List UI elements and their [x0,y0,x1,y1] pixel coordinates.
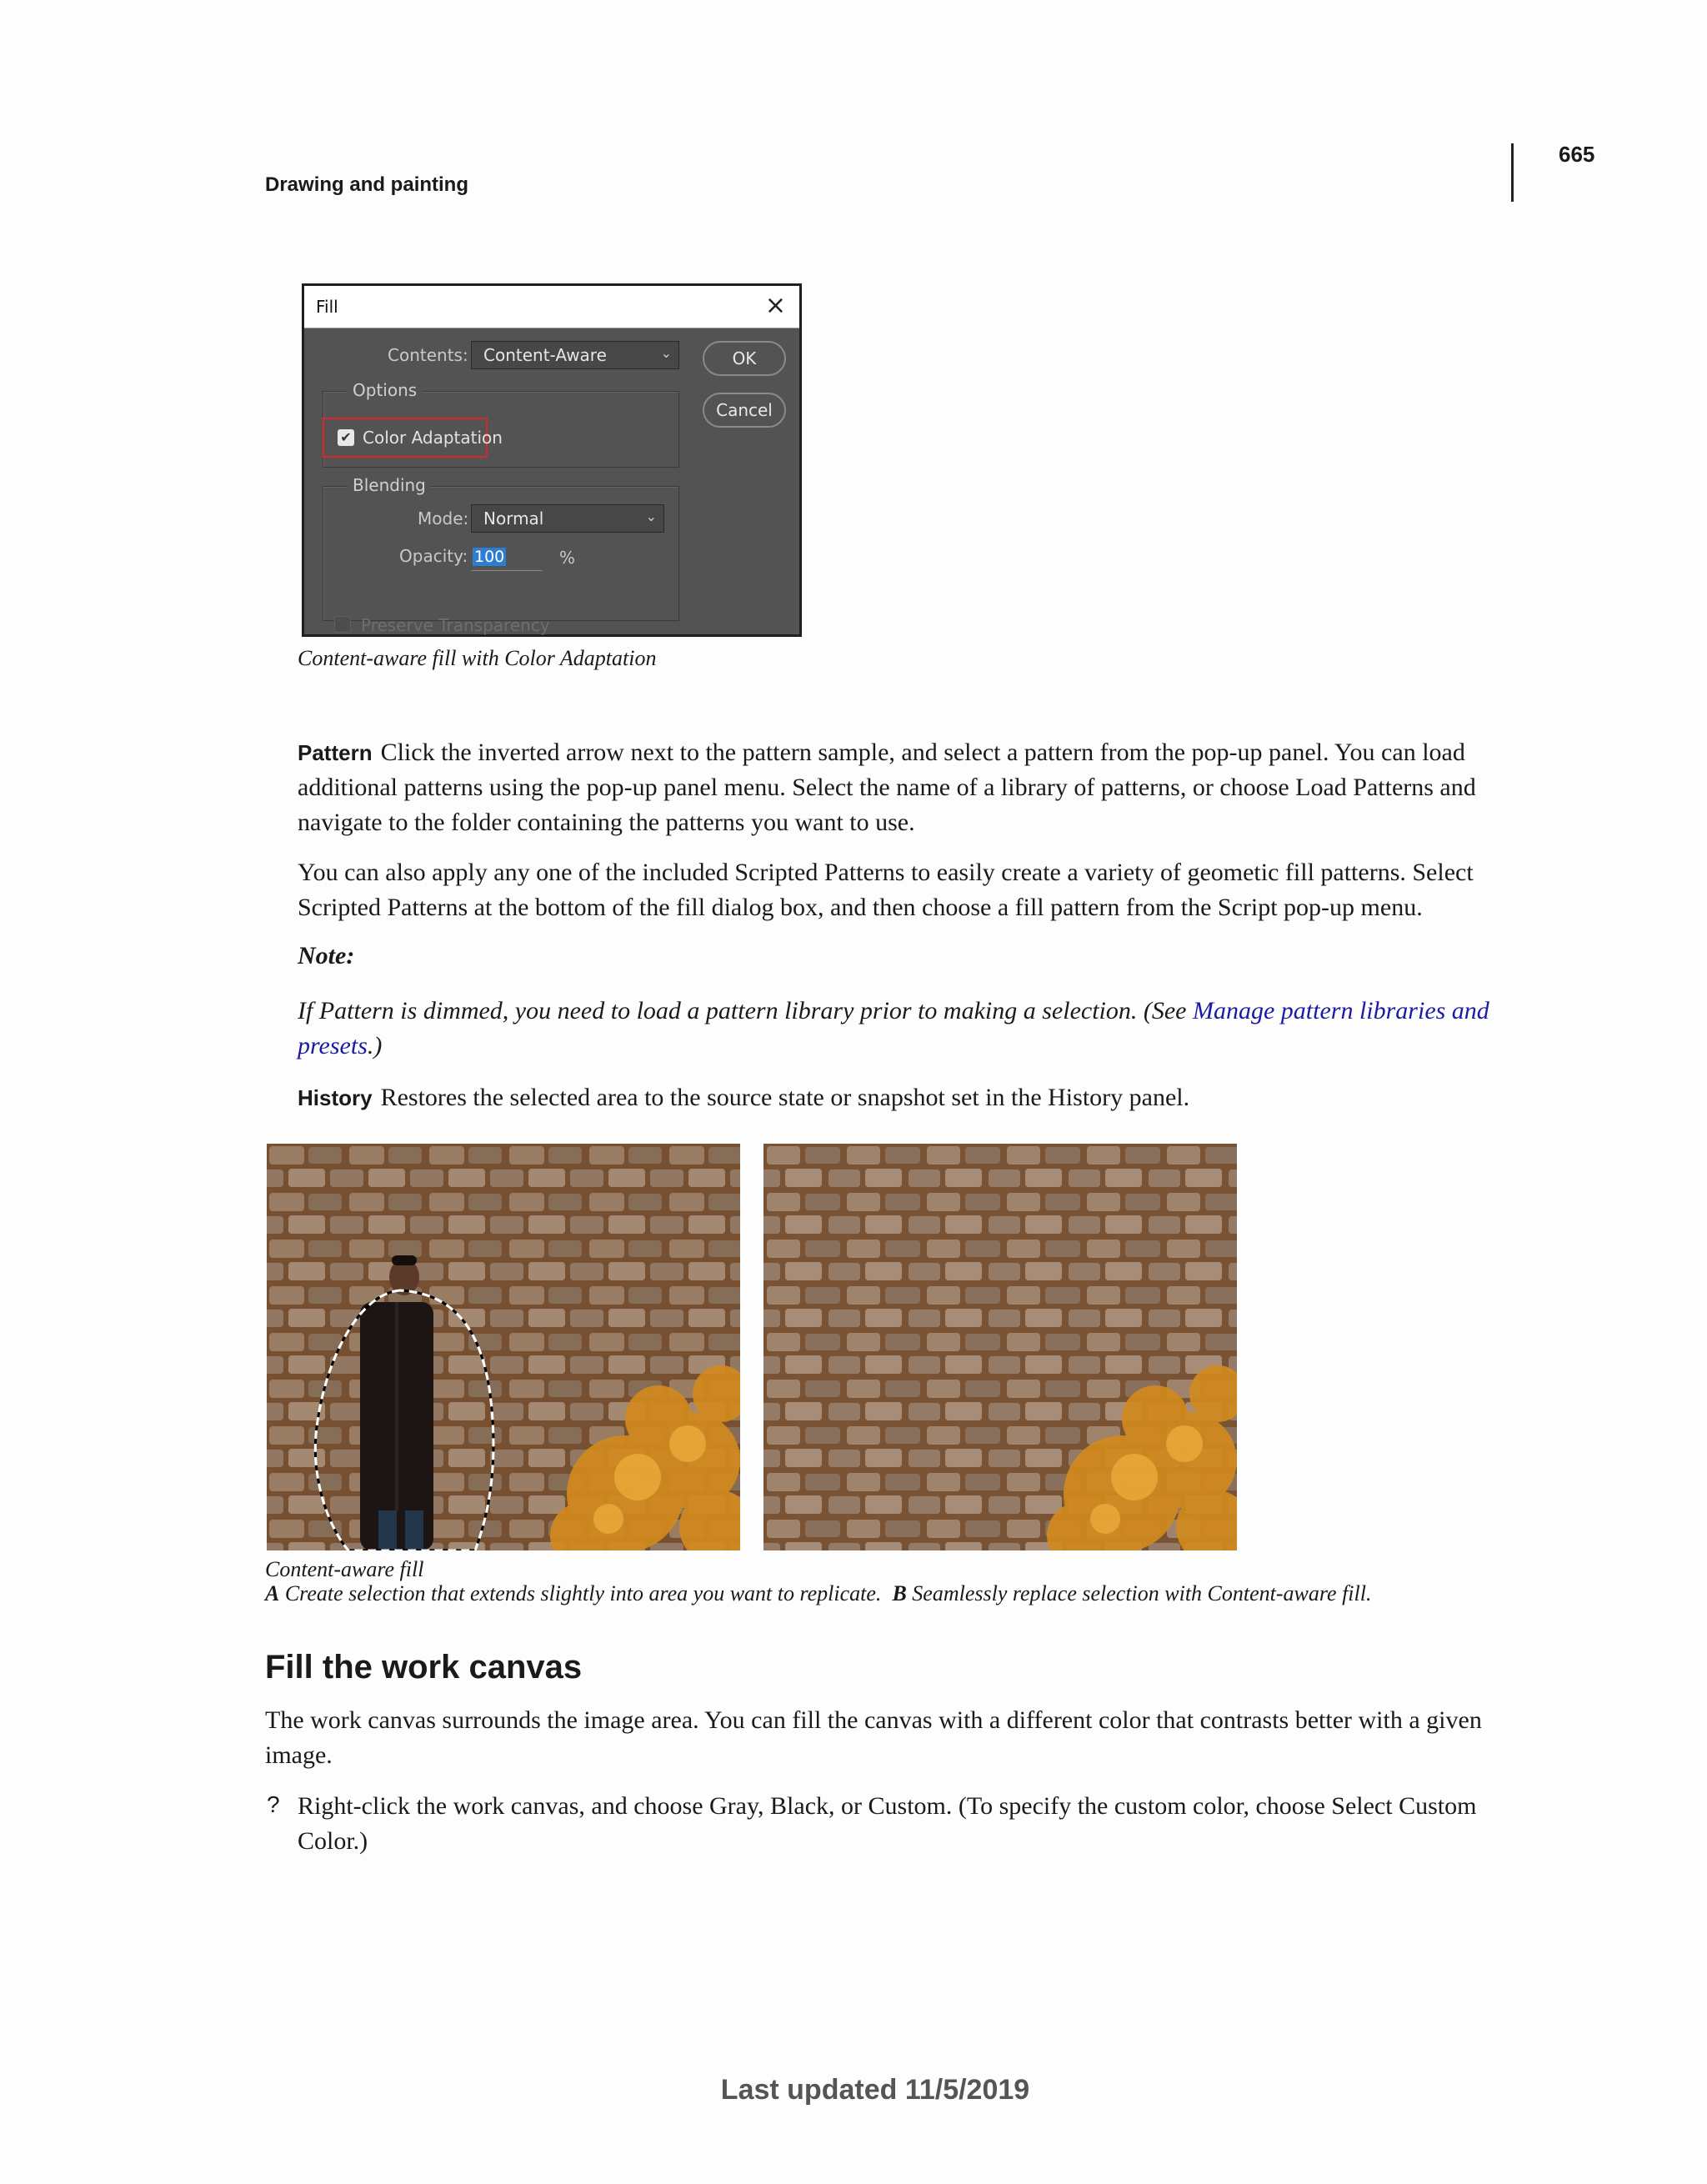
fill-canvas-paragraph: The work canvas surrounds the image area. You can fill the canvas with a different color that contrasts better with a given image. [265,1706,1482,1769]
dialog-title: Fill [316,297,338,317]
contents-label: Contents: [388,345,468,365]
fill-canvas-heading: Fill the work canvas [265,1649,583,1686]
note-text-after: .) [367,1032,383,1059]
dialog-titlebar [304,286,799,328]
preserve-transparency-checkbox[interactable] [334,616,351,633]
figure-caption-2-legend [265,1581,1371,1606]
footer-last-updated: Last updated 11/5/2019 [720,2074,1030,2106]
section-heading: Drawing and painting [265,173,468,196]
note-label: Note: [298,942,355,969]
legend-text-a: Create selection that extends slightly into area you want to replicate. [284,1581,882,1605]
blending-legend: Blending [348,475,431,495]
mode-value: Normal [483,508,544,528]
options-legend: Options [348,380,422,400]
contents-dropdown[interactable] [471,341,679,369]
preserve-transparency-label: Preserve Transparency [361,615,550,635]
pattern-paragraph [298,735,1506,840]
legend-letter-b: B [892,1581,907,1605]
history-term: History [298,1085,373,1110]
history-text: Restores the selected area to the source state or snapshot set in the History panel. [380,1084,1190,1111]
cancel-button[interactable]: Cancel [703,393,786,428]
fill-dialog [302,283,802,637]
step-bullet: ? [267,1791,280,1817]
color-adaptation-label: Color Adaptation [363,428,503,448]
header-rule [1511,143,1514,202]
pattern-text: Click the inverted arrow next to the pattern sample, and select a pattern from the pop-up panel. You can load additional patterns using the pop-up panel menu. Select the name of a library of patterns, or choose Load Patterns and navigate to the folder containing the patterns you want to use. [298,739,1476,836]
opacity-value: 100 [474,548,505,566]
wall-photo-a [267,1144,740,1550]
photo-after-fill [763,1144,1237,1550]
contents-value: Content-Aware [483,345,607,365]
history-paragraph [298,1080,1506,1115]
chevron-down-icon: ⌄ [660,345,672,361]
note-text-before: If Pattern is dimmed, you need to load a pattern library prior to making a selection. (See [298,997,1193,1024]
pattern-libraries-link[interactable]: Manage pattern libraries and presets [298,997,1489,1059]
fill-canvas-step: Right-click the work canvas, and choose Gray, Black, or Custom. (To specify the custom color, choose Select Custom Color.) [298,1792,1477,1855]
page-number: 665 [1559,142,1595,167]
mode-label: Mode: [418,508,469,528]
close-icon[interactable]: × [764,291,786,320]
opacity-input[interactable] [471,546,543,571]
figure-caption: Content-aware fill with Color Adaptation [298,646,657,670]
color-adaptation-checkbox[interactable]: ✔ [338,429,354,446]
scripted-patterns-paragraph: You can also apply any one of the included Scripted Patterns to easily create a variety of geometic fill patterns. Select Scripted Patterns at the bottom of the fill dialog box, and then choose a fill pattern from the Script pop-up menu. [298,859,1474,921]
chevron-down-icon: ⌄ [645,508,657,524]
wall-photo-b [763,1144,1237,1550]
legend-text-b: Seamlessly replace selection with Content-aware fill. [912,1581,1372,1605]
note-text [298,994,1506,1064]
color-adaptation-highlight [323,418,503,458]
opacity-label: Opacity: [399,546,468,566]
ok-button[interactable]: OK [703,341,786,376]
figure-caption-2-title: Content-aware fill [265,1557,424,1581]
photo-before-fill [267,1144,740,1550]
legend-letter-a: A [265,1581,280,1605]
pattern-term: Pattern [298,740,373,765]
mode-dropdown[interactable] [471,504,664,533]
opacity-unit: % [559,548,576,568]
